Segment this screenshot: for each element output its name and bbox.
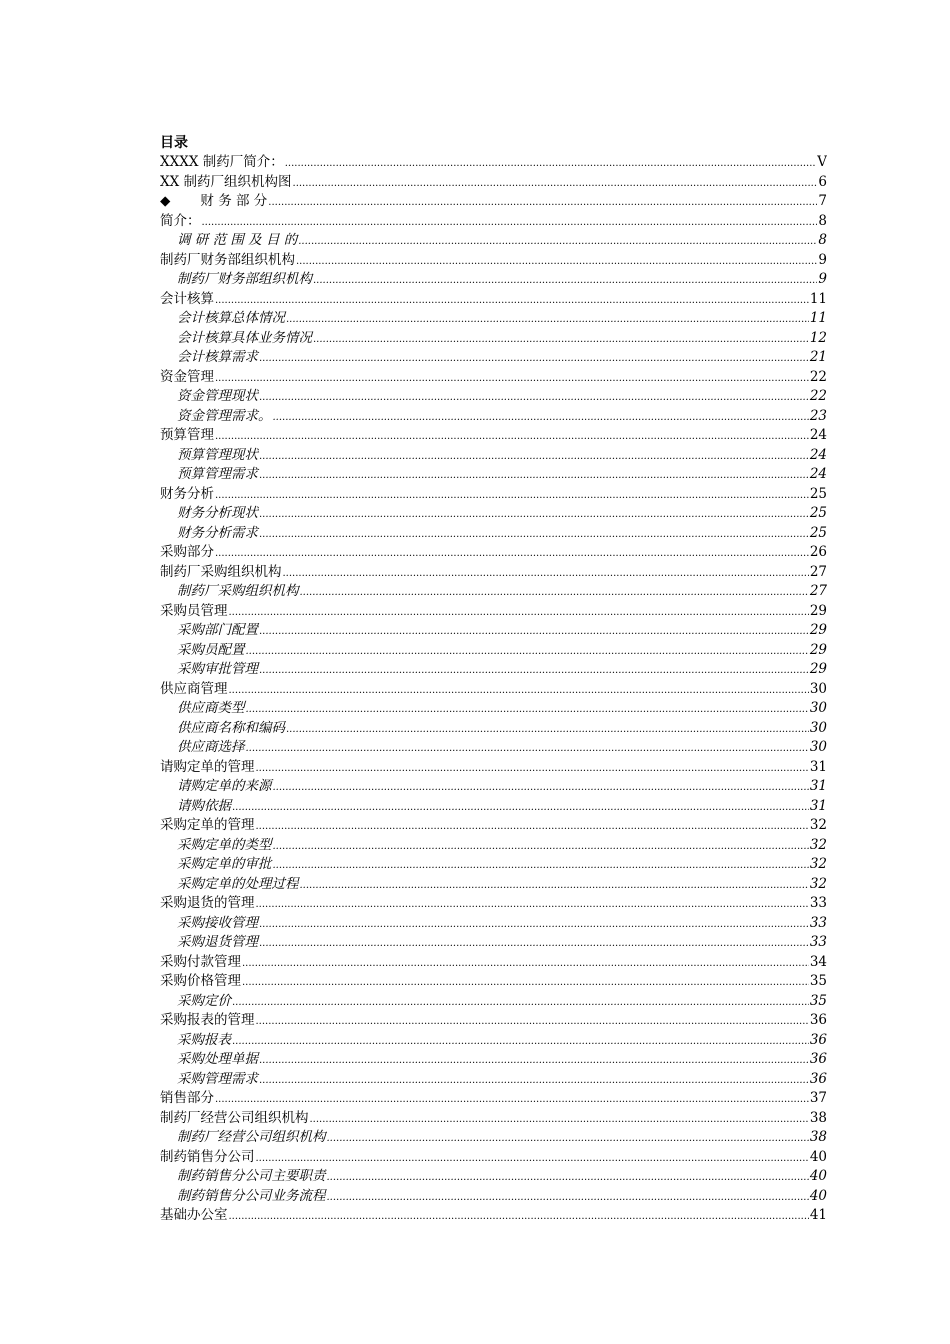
dot-leader xyxy=(259,525,809,544)
dot-leader xyxy=(327,1168,809,1187)
toc-subentry[interactable] xyxy=(160,777,827,797)
toc-entry[interactable] xyxy=(160,251,827,271)
toc-entry-title: 采购员管理 xyxy=(160,602,228,619)
toc-subentry[interactable] xyxy=(160,348,827,368)
toc-entry-page-number: 26 xyxy=(809,544,827,560)
toc-entry-title: 预算管理 xyxy=(160,427,214,443)
toc-entry-page-number: 36 xyxy=(809,1070,827,1087)
toc-entry-page-number: 25 xyxy=(809,485,827,502)
toc-subentry[interactable] xyxy=(160,1187,827,1207)
dot-leader xyxy=(229,1207,809,1226)
dot-leader xyxy=(246,739,809,758)
toc-entry-page-number: 8 xyxy=(818,232,827,248)
toc-entry-page-number: 11 xyxy=(809,310,827,326)
dot-leader xyxy=(273,778,809,797)
dot-leader xyxy=(232,993,809,1012)
toc-entry-title: ◆ 财 务 部 分 xyxy=(160,193,268,209)
toc-entry-page-number: 21 xyxy=(809,349,827,365)
toc-entry-page-number: 9 xyxy=(818,251,827,268)
toc-entry-title: 采购报表 xyxy=(177,1031,231,1048)
toc-entry-title: 供应商选择 xyxy=(177,739,245,755)
toc-entry-title: 制药厂经营公司组织机构 xyxy=(160,1109,309,1126)
toc-entry-page-number: 30 xyxy=(809,680,827,697)
toc-entry-title: 采购定单的审批 xyxy=(177,856,272,872)
toc-entry[interactable] xyxy=(160,212,827,232)
dot-leader xyxy=(246,700,809,719)
toc-entry-title: 采购定单的类型 xyxy=(177,836,272,853)
dot-leader xyxy=(313,271,817,290)
toc-entry-page-number: 30 xyxy=(809,719,827,736)
toc-entry-title: 制药销售分公司业务流程 xyxy=(177,1187,326,1204)
toc-entry-title: XXXX 制药厂简介： xyxy=(160,154,284,170)
toc-entry[interactable] xyxy=(160,290,827,310)
toc-entry-page-number: 6 xyxy=(818,173,827,190)
toc-entry-title: 采购退货管理 xyxy=(177,934,258,950)
toc-entry-title: 制药厂经营公司组织机构 xyxy=(177,1129,326,1145)
toc-entry-title: 供应商名称和编码 xyxy=(177,719,285,736)
toc-entry-title: XX 制药厂组织机构图 xyxy=(160,173,292,190)
toc-entry-page-number: 31 xyxy=(809,778,827,794)
toc-entry-title: 供应商管理 xyxy=(160,680,228,697)
toc-subentry[interactable] xyxy=(160,1050,827,1070)
toc-subentry[interactable] xyxy=(160,641,827,661)
toc-entry[interactable] xyxy=(160,563,827,583)
dot-leader xyxy=(232,1032,809,1051)
dot-leader xyxy=(300,876,809,895)
toc-subentry[interactable] xyxy=(160,270,827,290)
toc-entry-title: 制药厂采购组织机构 xyxy=(177,583,299,599)
toc-entry-title: 财务分析需求 xyxy=(177,524,258,541)
toc-entry[interactable] xyxy=(160,680,827,700)
toc-entry-page-number: 32 xyxy=(809,817,827,833)
toc-entry-title: 采购员配置 xyxy=(177,641,245,658)
toc-entry-title: 供应商类型 xyxy=(177,700,245,716)
toc-entry-title: 请购依据 xyxy=(177,797,231,814)
toc-entry-title: 资金管理现状 xyxy=(177,388,258,404)
toc-subentry[interactable] xyxy=(160,387,827,407)
dot-leader xyxy=(259,915,809,934)
toc-subentry[interactable] xyxy=(160,231,827,251)
toc-subentry[interactable] xyxy=(160,407,827,427)
toc-subentry[interactable] xyxy=(160,1128,827,1148)
toc-entry-page-number: 12 xyxy=(809,329,827,346)
toc-entry[interactable] xyxy=(160,1206,827,1226)
toc-entry[interactable] xyxy=(160,602,827,622)
toc-entry-page-number: 40 xyxy=(809,1187,827,1204)
dot-leader xyxy=(256,817,809,836)
toc-entry-page-number: 24 xyxy=(809,466,827,482)
toc-entry-title: 采购管理需求 xyxy=(177,1070,258,1087)
dot-leader xyxy=(229,603,809,622)
toc-entry-title: 资金管理 xyxy=(160,368,214,385)
dot-leader xyxy=(256,895,809,914)
toc-subentry[interactable] xyxy=(160,855,827,875)
toc-subentry[interactable] xyxy=(160,719,827,739)
toc-subentry[interactable] xyxy=(160,582,827,602)
toc-entry-title: 采购退货的管理 xyxy=(160,895,255,911)
toc-entry-page-number: 32 xyxy=(809,856,827,872)
toc-entry-title: 财务分析现状 xyxy=(177,505,258,521)
dot-leader xyxy=(296,252,817,271)
toc-entry-page-number: 30 xyxy=(809,700,827,716)
toc-entry-page-number: 25 xyxy=(809,524,827,541)
toc-entry-title: 采购价格管理 xyxy=(160,973,241,989)
toc-entry-page-number: 29 xyxy=(809,622,827,638)
toc-entry-title: 采购付款管理 xyxy=(160,953,241,970)
toc-entry-title: 采购定价 xyxy=(177,992,231,1009)
toc-entry-page-number: 41 xyxy=(809,1207,827,1223)
toc-subentry[interactable] xyxy=(160,309,827,329)
toc-entry[interactable] xyxy=(160,1011,827,1031)
dot-leader xyxy=(286,310,809,329)
toc-entry[interactable] xyxy=(160,894,827,914)
toc-entry-page-number: 33 xyxy=(809,934,827,950)
toc-entry-page-number: 30 xyxy=(809,739,827,755)
toc-entry-title: 预算管理需求 xyxy=(177,466,258,482)
toc-entry-title: 请购定单的来源 xyxy=(177,778,272,794)
dot-leader xyxy=(259,622,809,641)
toc-entry-title: 制药厂采购组织机构 xyxy=(160,563,282,580)
toc-entry[interactable] xyxy=(160,426,827,446)
toc-entry-page-number: 29 xyxy=(809,661,827,677)
toc-subentry[interactable] xyxy=(160,914,827,934)
toc-subentry[interactable] xyxy=(160,797,827,817)
dot-leader xyxy=(215,486,809,505)
toc-subentry[interactable] xyxy=(160,738,827,758)
dot-leader xyxy=(229,681,809,700)
dot-leader xyxy=(259,349,809,368)
toc-subentry[interactable] xyxy=(160,699,827,719)
dot-leader xyxy=(273,856,809,875)
dot-leader xyxy=(215,427,809,446)
toc-entry-title: 财务分析 xyxy=(160,485,214,502)
dot-leader xyxy=(215,369,809,388)
toc-list xyxy=(160,153,827,1226)
toc-entry-page-number: 23 xyxy=(809,407,827,424)
dot-leader xyxy=(300,583,809,602)
toc-entry-page-number: 11 xyxy=(809,290,827,307)
dot-leader xyxy=(259,661,809,680)
toc-entry-title: 调 研 范 围 及 目 的 xyxy=(177,232,298,248)
toc-entry-page-number: 36 xyxy=(809,1051,827,1067)
toc-entry-title: 制药销售分公司主要职责 xyxy=(177,1168,326,1184)
toc-entry-title: 采购接收管理 xyxy=(177,914,258,931)
toc-subentry[interactable] xyxy=(160,1167,827,1187)
toc-entry-title: 简介： xyxy=(160,212,201,229)
toc-entry-title: 会计核算 xyxy=(160,290,214,307)
toc-entry-page-number: 35 xyxy=(809,973,827,989)
toc-entry-title: 采购定单的管理 xyxy=(160,817,255,833)
toc-entry[interactable] xyxy=(160,1109,827,1129)
toc-entry-page-number: 37 xyxy=(809,1090,827,1106)
toc-entry-page-number: 31 xyxy=(809,797,827,814)
dot-leader xyxy=(242,954,809,973)
dot-leader xyxy=(256,1012,809,1031)
toc-entry-page-number: 27 xyxy=(809,563,827,580)
toc-subentry[interactable] xyxy=(160,446,827,466)
dot-leader xyxy=(259,505,809,524)
dot-leader xyxy=(242,973,809,992)
dot-leader xyxy=(215,291,809,310)
toc-entry[interactable] xyxy=(160,192,827,212)
toc-entry-title: 采购报表的管理 xyxy=(160,1012,255,1028)
dot-leader xyxy=(268,193,817,212)
toc-entry[interactable] xyxy=(160,758,827,778)
toc-entry-title: 制药厂财务部组织机构 xyxy=(160,251,295,268)
toc-entry-page-number: 29 xyxy=(809,641,827,658)
dot-leader xyxy=(202,213,818,232)
toc-entry[interactable] xyxy=(160,972,827,992)
toc-entry-title: 基础办公室 xyxy=(160,1207,228,1223)
toc-entry-page-number: 40 xyxy=(809,1168,827,1184)
toc-entry-page-number: 22 xyxy=(809,388,827,404)
toc-subentry[interactable] xyxy=(160,933,827,953)
toc-entry-page-number: 22 xyxy=(809,368,827,385)
dot-leader xyxy=(327,1129,809,1148)
toc-entry-page-number: V xyxy=(817,154,827,170)
toc-entry-page-number: 36 xyxy=(809,1031,827,1048)
dot-leader xyxy=(259,388,809,407)
toc-entry-page-number: 33 xyxy=(809,895,827,911)
toc-entry-title: 会计核算需求 xyxy=(177,349,258,365)
toc-entry[interactable] xyxy=(160,1148,827,1168)
toc-subentry[interactable] xyxy=(160,621,827,641)
dot-leader xyxy=(259,1071,809,1090)
toc-subentry[interactable] xyxy=(160,465,827,485)
dot-leader xyxy=(293,174,818,193)
toc-entry-page-number: 32 xyxy=(809,875,827,892)
dot-leader xyxy=(215,1090,809,1109)
toc-entry-page-number: 29 xyxy=(809,602,827,619)
toc-entry[interactable] xyxy=(160,543,827,563)
toc-subentry[interactable] xyxy=(160,504,827,524)
toc-subentry[interactable] xyxy=(160,875,827,895)
toc-entry-page-number: 7 xyxy=(818,193,827,209)
toc-entry-page-number: 38 xyxy=(809,1129,827,1145)
toc-entry-page-number: 31 xyxy=(809,758,827,775)
toc-subentry[interactable] xyxy=(160,329,827,349)
dot-leader xyxy=(256,759,809,778)
toc-entry-page-number: 32 xyxy=(809,836,827,853)
toc-entry-title: 采购处理单据 xyxy=(177,1051,258,1067)
toc-title: 目录 xyxy=(160,135,188,151)
toc-entry[interactable] xyxy=(160,153,827,173)
toc-entry-page-number: 24 xyxy=(809,427,827,443)
toc-entry-title: 采购审批管理 xyxy=(177,661,258,677)
dot-leader xyxy=(256,1149,809,1168)
toc-entry-title: 采购部门配置 xyxy=(177,622,258,638)
dot-leader xyxy=(259,1051,809,1070)
toc-entry-title: 制药销售分公司 xyxy=(160,1148,255,1165)
toc-subentry[interactable] xyxy=(160,992,827,1012)
toc-entry-page-number: 25 xyxy=(809,505,827,521)
toc-subentry[interactable] xyxy=(160,1070,827,1090)
toc-entry[interactable] xyxy=(160,173,827,193)
toc-entry-page-number: 27 xyxy=(809,583,827,599)
dot-leader xyxy=(310,1110,809,1129)
toc-entry-title: 预算管理现状 xyxy=(177,446,258,463)
dot-leader xyxy=(232,798,809,817)
toc-entry-title: 请购定单的管理 xyxy=(160,758,255,775)
dot-leader xyxy=(246,642,809,661)
dot-leader xyxy=(327,1188,809,1207)
dot-leader xyxy=(283,564,809,583)
toc-entry[interactable] xyxy=(160,816,827,836)
toc-entry-page-number: 9 xyxy=(818,271,827,287)
dot-leader xyxy=(273,408,809,427)
toc-entry-page-number: 36 xyxy=(809,1012,827,1028)
toc-entry-title: 采购定单的处理过程 xyxy=(177,875,299,892)
toc-subentry[interactable] xyxy=(160,660,827,680)
toc-entry-title: 会计核算总体情况 xyxy=(177,310,285,326)
toc-entry-page-number: 40 xyxy=(809,1148,827,1165)
toc-entry[interactable] xyxy=(160,485,827,505)
toc-entry-page-number: 38 xyxy=(809,1109,827,1126)
toc-entry-page-number: 24 xyxy=(809,446,827,463)
dot-leader xyxy=(285,154,817,173)
dot-leader xyxy=(313,330,809,349)
dot-leader xyxy=(273,837,809,856)
toc-subentry[interactable] xyxy=(160,524,827,544)
dot-leader xyxy=(259,934,809,953)
dot-leader xyxy=(215,544,809,563)
toc-entry-page-number: 34 xyxy=(809,953,827,970)
dot-leader xyxy=(259,447,809,466)
toc-entry-page-number: 35 xyxy=(809,992,827,1009)
dot-leader xyxy=(298,232,817,251)
toc-entry-page-number: 33 xyxy=(809,914,827,931)
toc-entry[interactable] xyxy=(160,1089,827,1109)
toc-entry[interactable] xyxy=(160,368,827,388)
toc-entry-title: 销售部分 xyxy=(160,1090,214,1106)
toc-entry-title: 会计核算具体业务情况 xyxy=(177,329,312,346)
toc-entry-page-number: 8 xyxy=(818,212,827,229)
toc-entry-title: 资金管理需求。 xyxy=(177,407,272,424)
toc-subentry[interactable] xyxy=(160,836,827,856)
toc-subentry[interactable] xyxy=(160,1031,827,1051)
document-page xyxy=(160,133,827,1226)
toc-entry-title: 制药厂财务部组织机构 xyxy=(177,271,312,287)
toc-entry-title: 采购部分 xyxy=(160,544,214,560)
dot-leader xyxy=(286,720,809,739)
dot-leader xyxy=(259,466,809,485)
toc-entry[interactable] xyxy=(160,953,827,973)
